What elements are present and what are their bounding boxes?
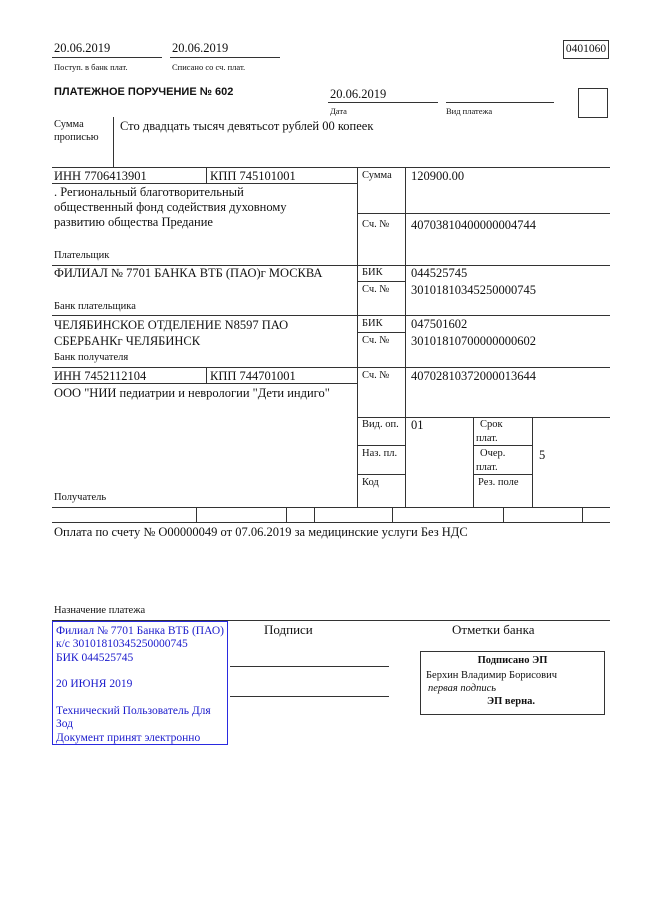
stamp-line: Технический Пользователь Для — [56, 705, 211, 718]
stamp-line: Филиал № 7701 Банка ВТБ (ПАО) — [56, 625, 224, 637]
divider — [328, 102, 438, 103]
priority-label: Очер. — [480, 448, 506, 459]
divider — [405, 167, 406, 507]
divider — [286, 507, 287, 522]
payee-bank-name-line: СБЕРБАНКг ЧЕЛЯБИНСК — [54, 334, 201, 348]
divider — [113, 117, 114, 167]
payer-name-line: общественный фонд содействия духовному — [54, 200, 287, 214]
divider — [473, 445, 532, 446]
divider — [503, 507, 504, 522]
divider — [52, 522, 610, 523]
payer-account: 40703810400000004744 — [411, 218, 536, 232]
payer-bank-account-label: Сч. № — [362, 284, 390, 295]
stamp-line: БИК 044525745 — [56, 651, 134, 664]
amount-words-label-1: Сумма — [54, 119, 84, 130]
op-type-label: Вид. оп. — [362, 419, 399, 430]
payee-bank-label: Банк получателя — [54, 352, 129, 363]
divider — [52, 167, 610, 168]
divider — [357, 332, 405, 333]
payer-bank-label: Банк плательщика — [54, 301, 136, 312]
signer-name: Берхин Владимир Борисович — [426, 670, 557, 681]
op-type: 01 — [411, 418, 424, 432]
sum-label: Сумма — [362, 170, 392, 181]
payer-bank-name: ФИЛИАЛ № 7701 БАНКА ВТБ (ПАО)г МОСКВА — [54, 266, 323, 280]
stamp-line: Зод — [56, 718, 74, 731]
amount-words-label-2: прописью — [54, 132, 99, 143]
payment-purpose: Оплата по счету № О00000049 от 07.06.2019 за медицинские услуги Без НДС — [54, 525, 468, 539]
payment-purpose-label: Назначение платежа — [54, 605, 146, 616]
payee-bank-account-label: Сч. № — [362, 335, 390, 346]
payment-type-label: Вид платежа — [446, 106, 493, 116]
divider — [357, 417, 610, 418]
payee-bik-label: БИК — [362, 318, 383, 329]
payer-bank-account: 30101810345250000745 — [411, 283, 536, 297]
divider — [52, 383, 357, 384]
divider — [52, 315, 610, 316]
e-signature-box — [420, 651, 605, 715]
payment-type-box — [578, 88, 608, 118]
signature-type: первая подпись — [428, 683, 497, 694]
form-code: 0401060 — [563, 40, 609, 59]
amount-words: Сто двадцать тысяч девятьсот рублей 00 копеек — [120, 119, 374, 133]
payee-bank-name-line: ЧЕЛЯБИНСКОЕ ОТДЕЛЕНИЕ N8597 ПАО — [54, 318, 289, 332]
divider — [314, 507, 315, 522]
date-label: Дата — [330, 106, 347, 116]
code-label: Код — [362, 477, 379, 488]
payer-bik: 044525745 — [411, 266, 468, 280]
bank-marks-label: Отметки банка — [452, 622, 535, 637]
purpose-code-label: Наз. пл. — [362, 448, 398, 459]
term-label: Срок — [480, 419, 503, 430]
payee-inn: ИНН 7452112104 — [54, 369, 147, 383]
payee-bank-account: 30101810700000000602 — [411, 334, 536, 348]
divider — [196, 507, 197, 522]
page-title: ПЛАТЕЖНОЕ ПОРУЧЕНИЕ № 602 — [54, 86, 234, 98]
payer-kpp: КПП 745101001 — [210, 169, 296, 183]
divider — [52, 507, 610, 508]
payee-kpp: КПП 744701001 — [210, 369, 296, 383]
divider — [473, 474, 532, 475]
payee-account: 40702810372000013644 — [411, 369, 536, 383]
signature-line — [230, 666, 389, 667]
signature-line — [230, 696, 389, 697]
divider — [206, 167, 207, 183]
priority-value: 5 — [539, 448, 546, 462]
divider — [392, 507, 393, 522]
priority-label: плат. — [476, 462, 498, 473]
divider — [357, 167, 358, 507]
stamp-line: Документ принят электронно — [56, 731, 201, 744]
document-date: 20.06.2019 — [330, 87, 387, 101]
payer-account-label: Сч. № — [362, 219, 390, 230]
payee-label: Получатель — [54, 492, 107, 503]
bank-stamp — [52, 621, 228, 745]
divider — [357, 445, 405, 446]
debited-date: 20.06.2019 — [172, 41, 229, 55]
reserve-label: Рез. поле — [478, 477, 519, 488]
divider — [357, 213, 610, 214]
divider — [170, 57, 280, 58]
sum-value: 120900.00 — [411, 169, 465, 183]
divider — [206, 367, 207, 383]
payer-name-line: . Региональный благотворительный — [54, 185, 244, 199]
stamp-date: 20 ИЮНЯ 2019 — [56, 677, 133, 690]
signatures-label: Подписи — [264, 622, 313, 637]
divider — [532, 417, 533, 507]
divider — [52, 367, 610, 368]
payer-bik-label: БИК — [362, 267, 383, 278]
divider — [473, 417, 474, 507]
received-date: 20.06.2019 — [54, 41, 111, 55]
signed-title: Подписано ЭП — [477, 655, 548, 666]
payer-inn: ИНН 7706413901 — [54, 169, 147, 183]
divider — [357, 474, 405, 475]
signature-verified: ЭП верна. — [487, 696, 536, 707]
divider — [582, 507, 583, 522]
divider — [52, 183, 357, 184]
stamp-line: к/с 30101810345250000745 — [56, 638, 188, 651]
debited-label: Списано со сч. плат. — [172, 62, 246, 72]
payee-account-label: Сч. № — [362, 370, 390, 381]
payer-label: Плательщик — [54, 250, 110, 261]
divider — [52, 57, 162, 58]
payer-name-line: развитию общества Предание — [54, 215, 213, 229]
divider — [446, 102, 554, 103]
payee-bik: 047501602 — [411, 317, 468, 331]
divider — [357, 281, 405, 282]
term-label: плат. — [476, 433, 498, 444]
payee-name: ООО "НИИ педиатрии и неврологии "Дети индиго" — [54, 386, 330, 400]
received-label: Поступ. в банк плат. — [54, 62, 128, 72]
